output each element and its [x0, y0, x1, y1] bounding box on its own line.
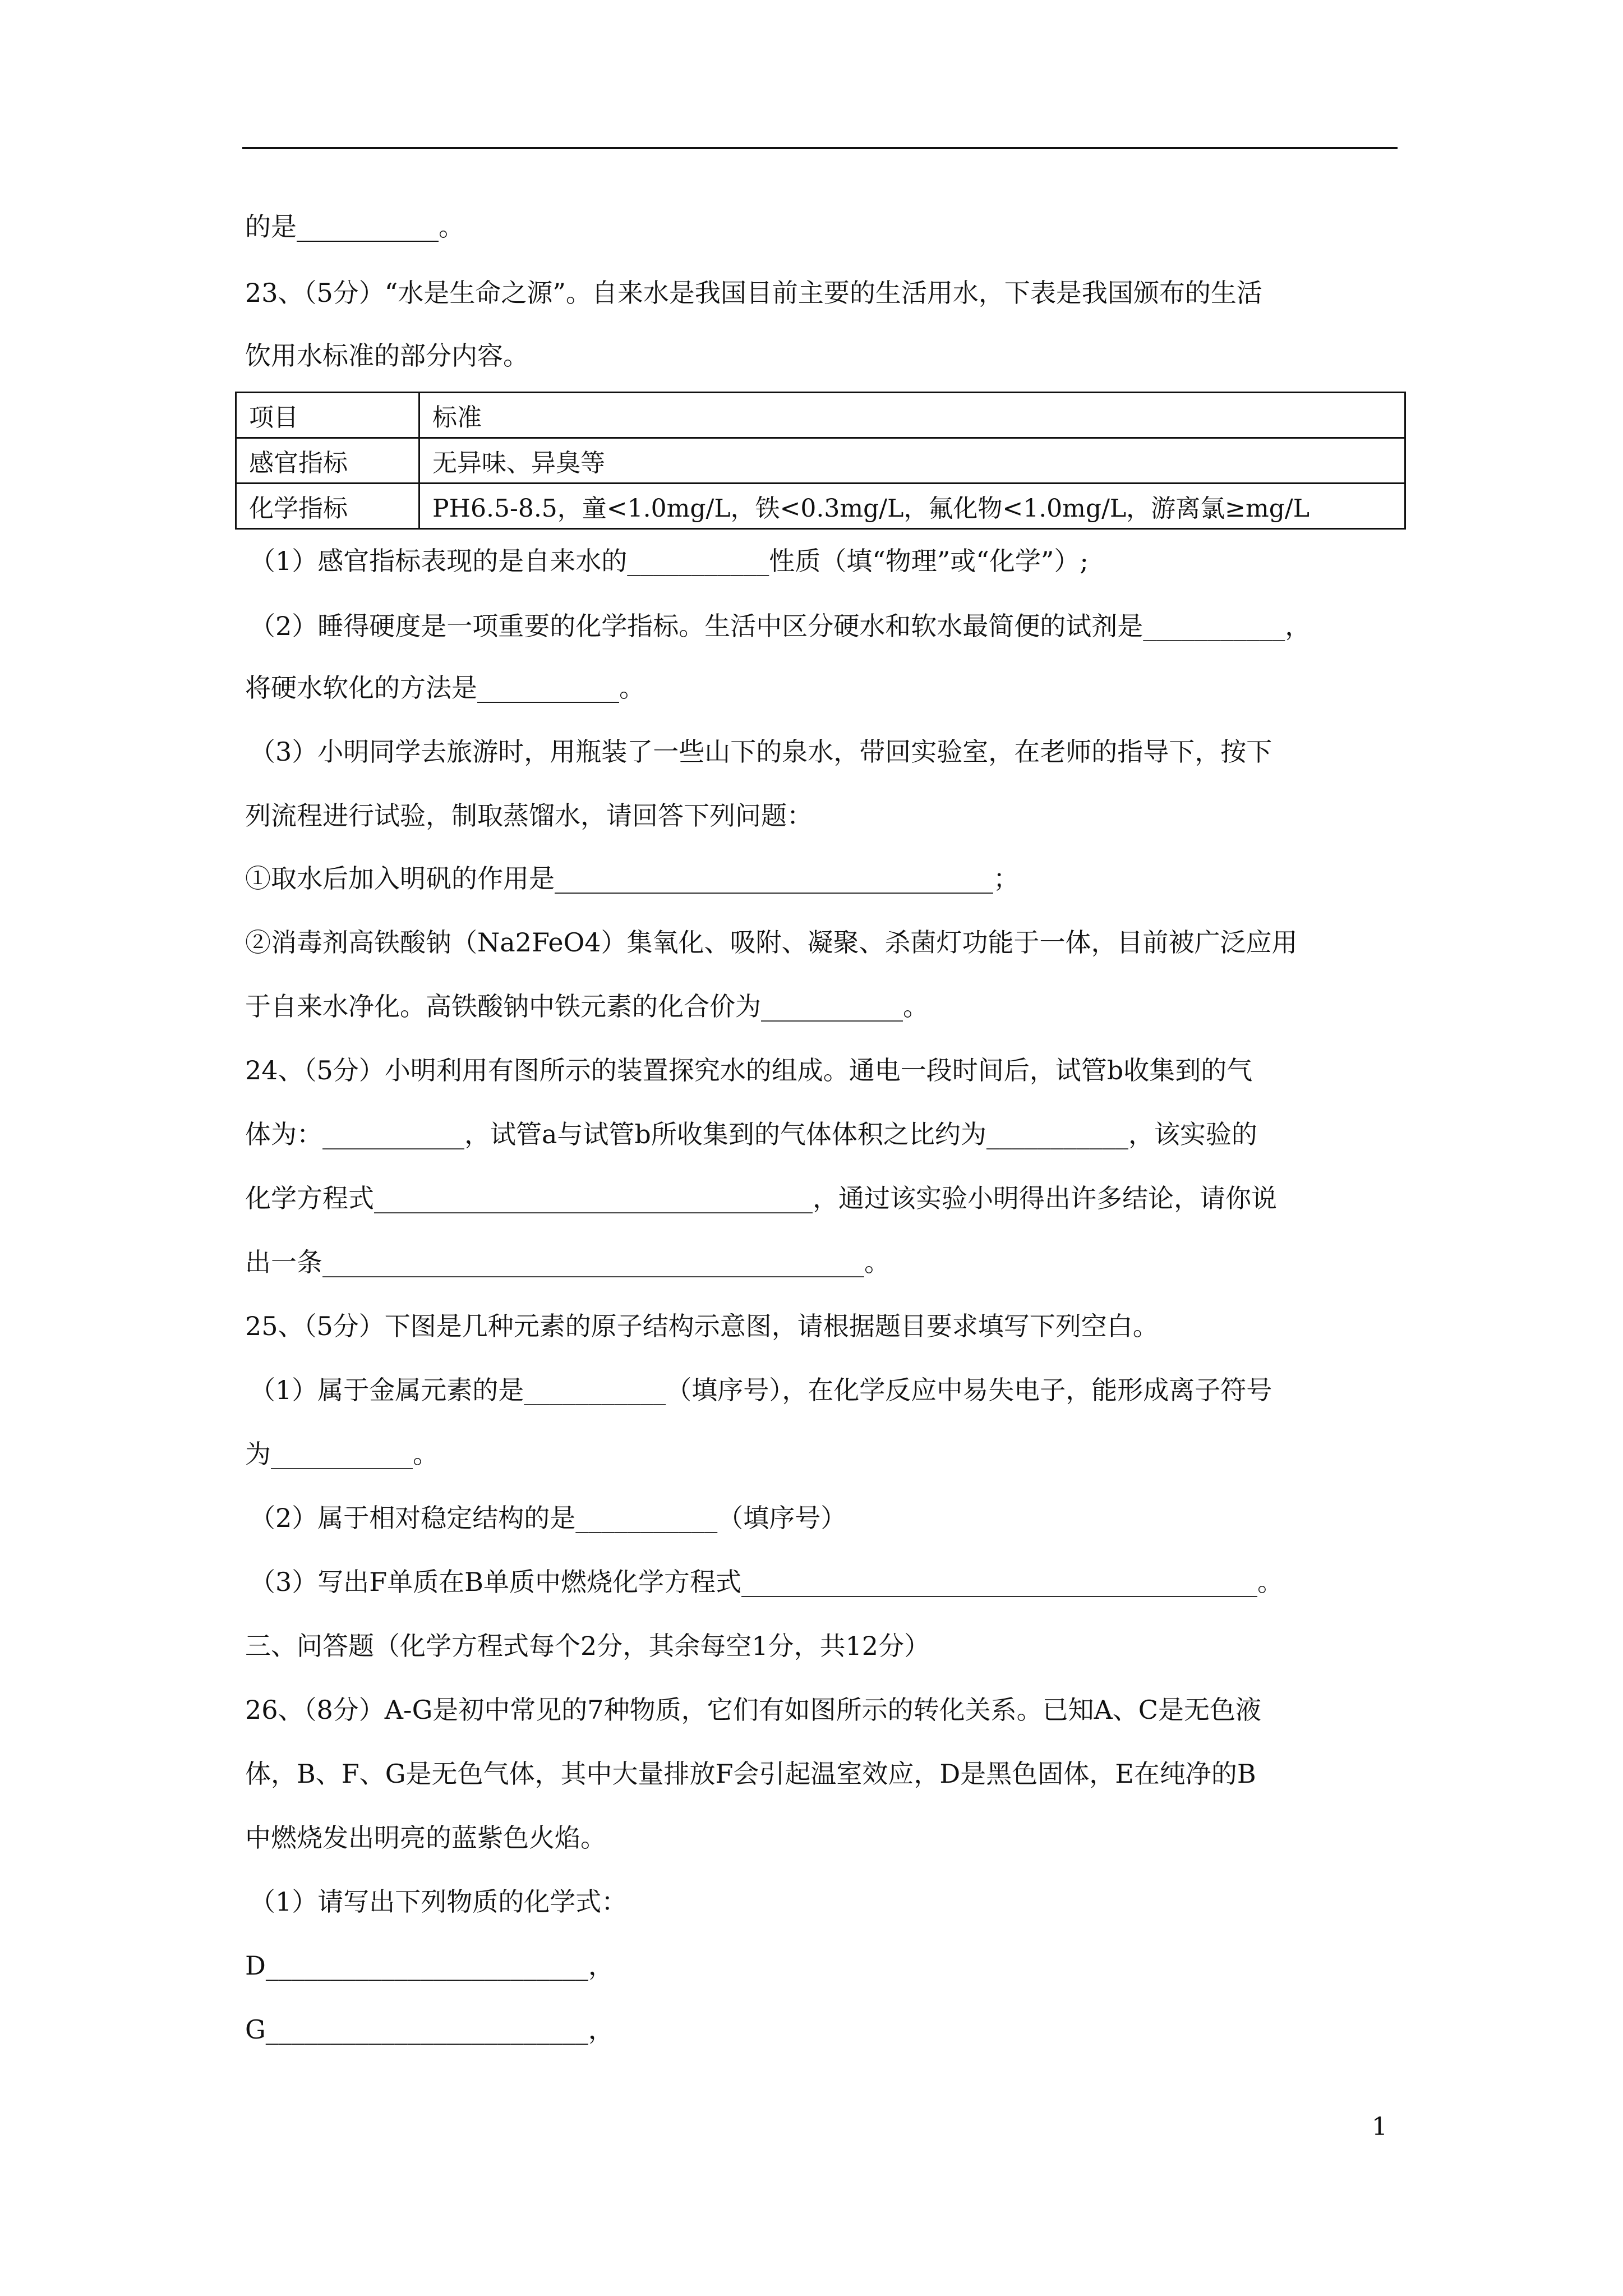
text-line: ①取水后加入明矾的作用是__________________________________； — [245, 863, 1019, 894]
question-23-stem: 23、（5分）“水是生命之源”。自来水是我国目前主要的生活用水，下表是我国颁布的生活 — [245, 278, 1262, 308]
table-row — [236, 484, 1405, 529]
section-heading: 三、问答题（化学方程式每个2分，其余每空1分，共12分） — [245, 1631, 930, 1661]
table-cell: 感官指标 — [236, 438, 419, 484]
question-24-stem: 24、（5分）小明利用有图所示的装置探究水的组成。通电一段时间后，试管b收集到的气 — [245, 1055, 1253, 1085]
table-row — [236, 438, 1405, 484]
text-line: 为___________。 — [245, 1439, 439, 1469]
text-line: 饮用水标准的部分内容。 — [245, 341, 529, 371]
text-line: 出一条__________________________________________。 — [245, 1247, 890, 1277]
text-line: （3）小明同学去旅游时，用瓶装了一些山下的泉水，带回实验室，在老师的指导下，按下 — [250, 737, 1272, 767]
text-line: 中燃烧发出明亮的蓝紫色火焰。 — [245, 1823, 606, 1853]
text-line: 列流程进行试验，制取蒸馏水，请回答下列问题： — [245, 800, 813, 831]
text-line: （1）请写出下列物质的化学式： — [250, 1887, 628, 1917]
text-line: （1）感官指标表现的是自来水的___________性质（填“物理”或“化学”）; — [250, 546, 1089, 576]
text-line: ②消毒剂高铁酸钠（Na2FeO4）集氧化、吸附、凝聚、杀菌灯功能于一体，目前被广泛应用 — [245, 927, 1298, 958]
text-line: 的是___________。 — [245, 211, 464, 242]
table-row — [236, 393, 1405, 438]
text-line: 将硬水软化的方法是___________。 — [245, 673, 645, 703]
table-cell: 化学指标 — [236, 484, 419, 529]
text-line: 体为：___________，试管a与试管b所收集到的气体体积之比约为___________，该实验的 — [245, 1119, 1257, 1149]
text-line: 于自来水净化。高铁酸钠中铁元素的化合价为___________。 — [245, 991, 929, 1022]
text-line: （1）属于金属元素的是___________（填序号），在化学反应中易失电子，能形成离子符号 — [250, 1375, 1272, 1405]
table-header-cell: 项目 — [236, 393, 419, 438]
text-line: 体，B、F、G是无色气体，其中大量排放F会引起温室效应，D是黑色固体，E在纯净的B — [245, 1759, 1256, 1789]
answer-line: D_________________________， — [245, 1950, 614, 1981]
table-cell: 无异味、异臭等 — [419, 438, 1405, 484]
text-line: 化学方程式__________________________________，通过该实验小明得出许多结论，请你说 — [245, 1183, 1277, 1213]
question-25-stem: 25、（5分）下图是几种元素的原子结构示意图，请根据题目要求填写下列空白。 — [245, 1311, 1159, 1341]
question-26-stem: 26、（8分）A-G是初中常见的7种物质，它们有如图所示的转化关系。已知A、C是无色液 — [245, 1695, 1261, 1725]
text-line: （3）写出F单质在B单质中燃烧化学方程式________________________________________。 — [250, 1567, 1283, 1597]
answer-line: G_________________________， — [245, 2014, 614, 2045]
table-header-cell: 标准 — [419, 393, 1405, 438]
table-cell: PH6.5-8.5，童<1.0mg/L，铁<0.3mg/L，氟化物<1.0mg/L，游离氯≥mg/L — [419, 484, 1405, 529]
page-number: 1 — [1372, 2113, 1387, 2141]
water-standard-table — [235, 392, 1406, 530]
text-line: （2）属于相对稳定结构的是___________（填序号） — [250, 1503, 847, 1533]
header-rule — [242, 147, 1398, 149]
text-line: （2）睡得硬度是一项重要的化学指标。生活中区分硬水和软水最简便的试剂是___________， — [250, 611, 1311, 641]
